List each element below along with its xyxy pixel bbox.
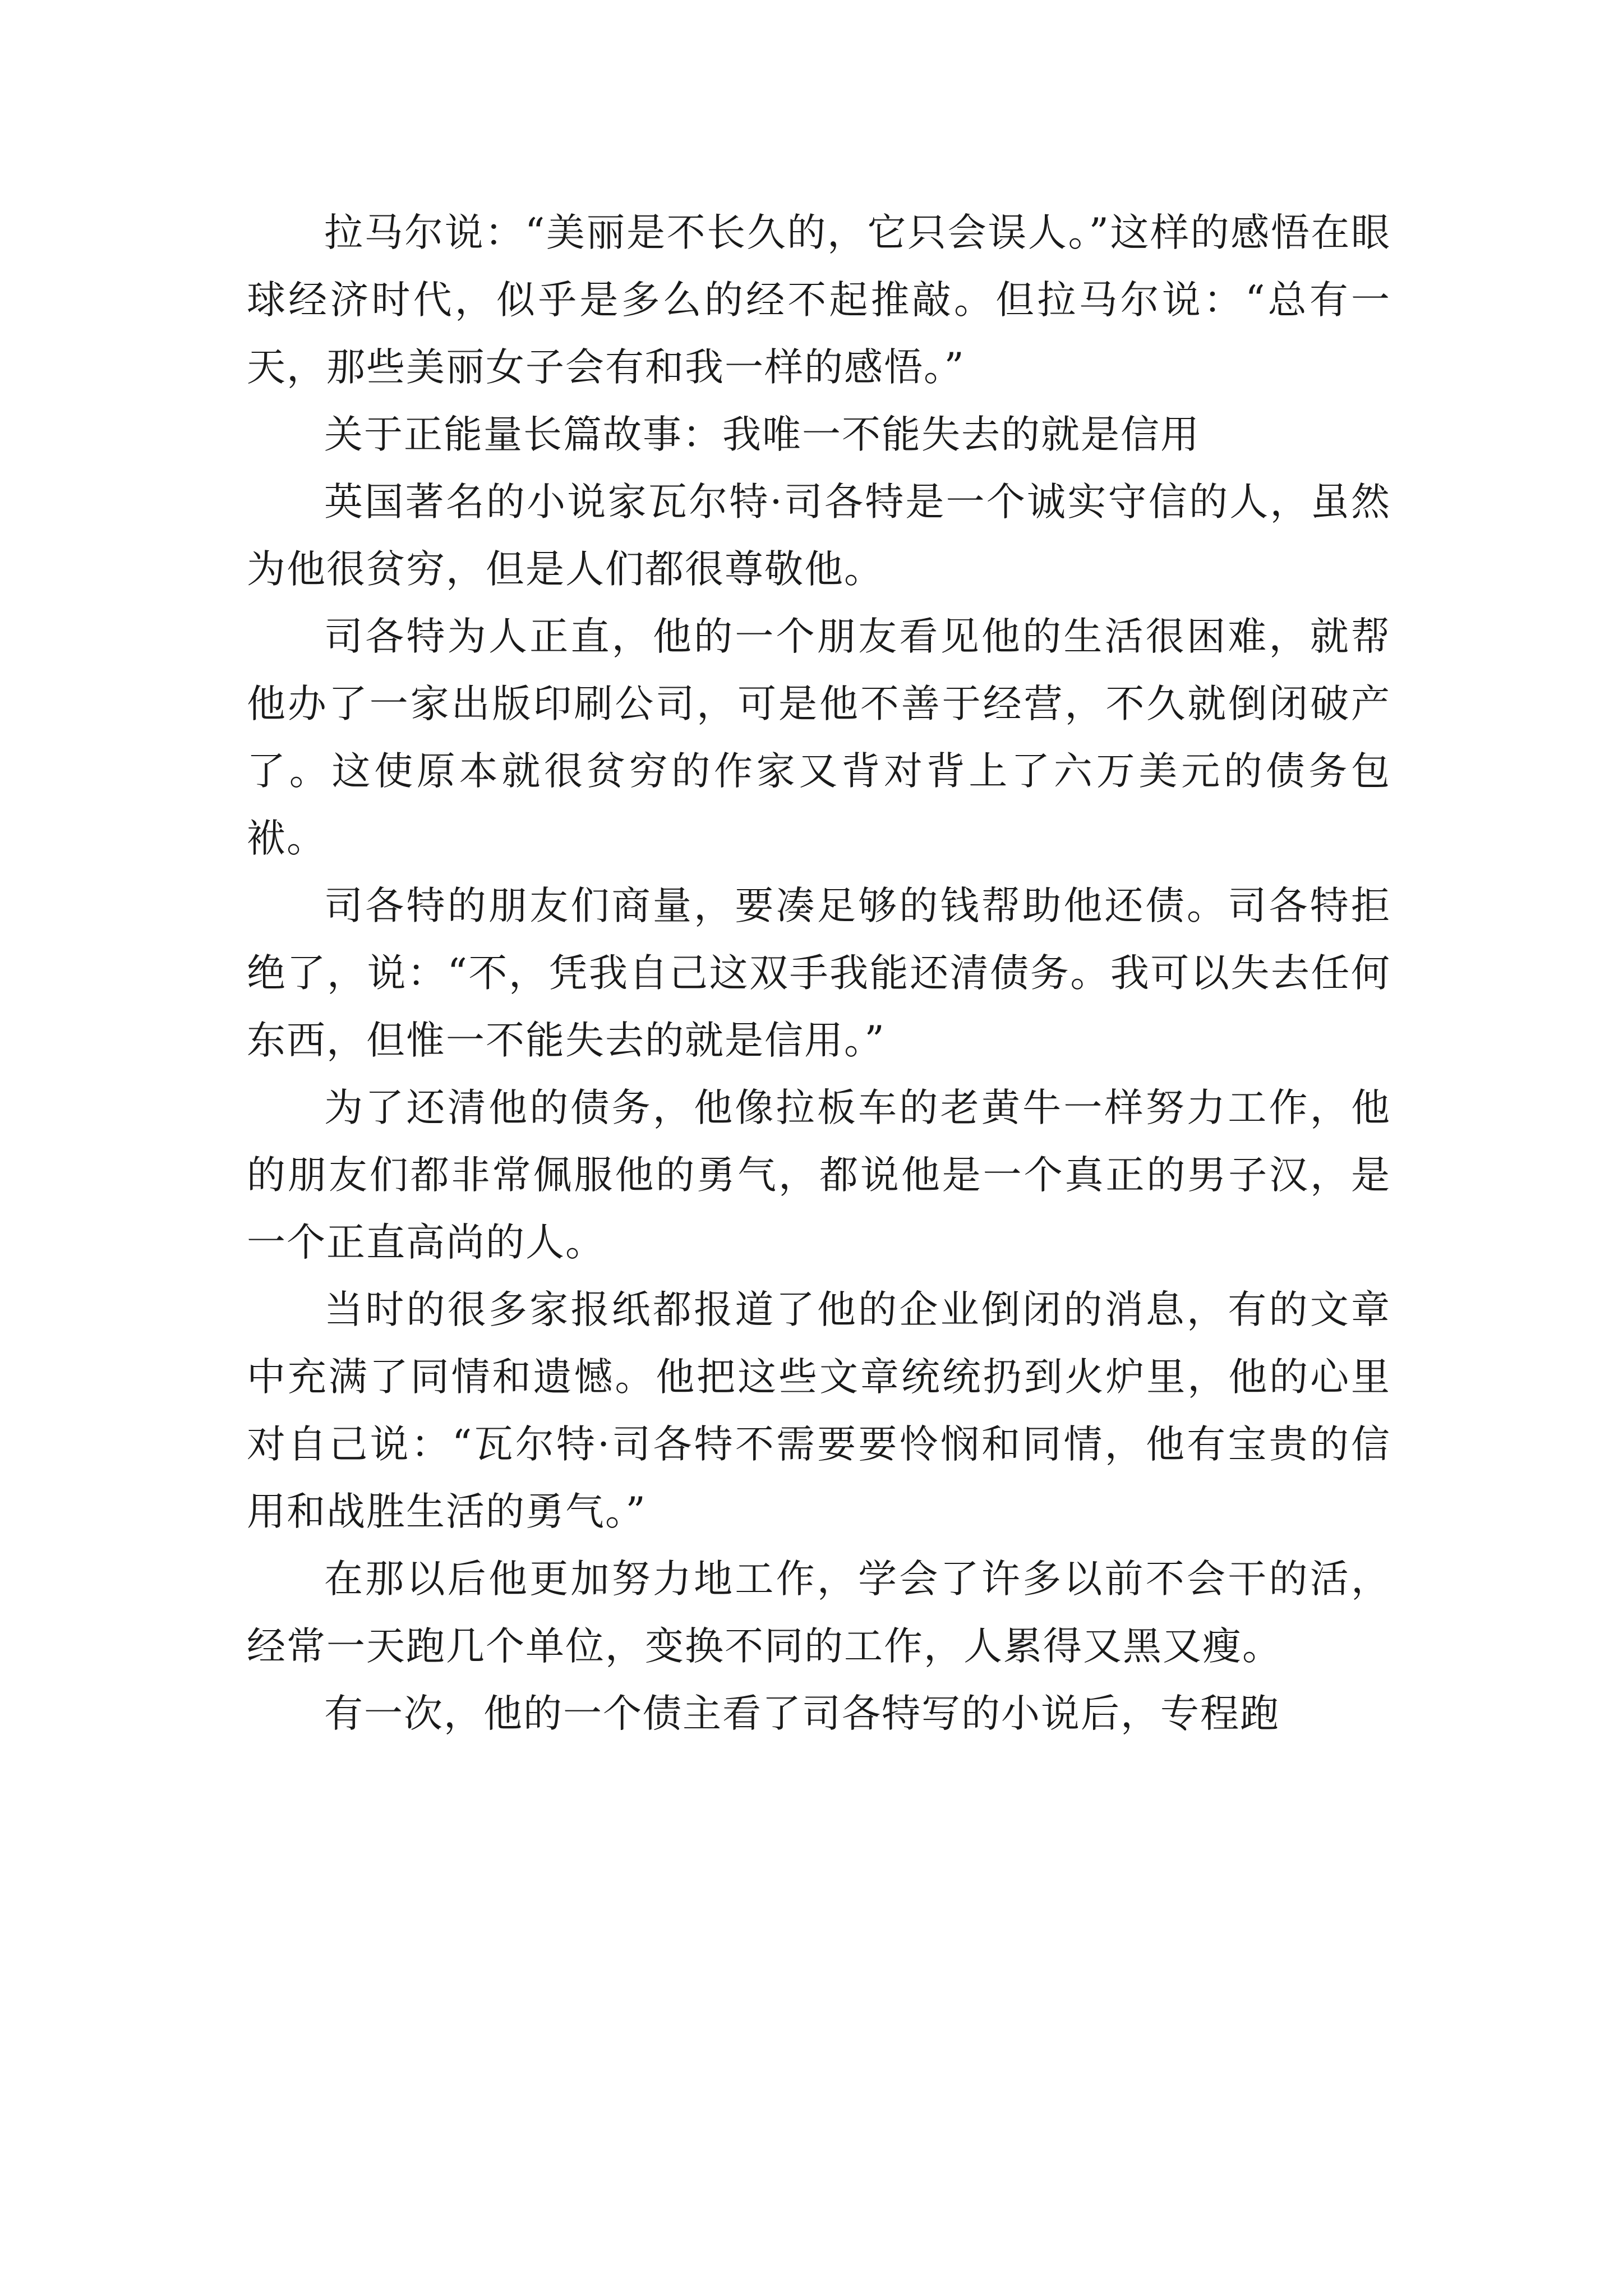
- paragraph-creditor: 有一次，他的一个债主看了司各特写的小说后，专程跑: [324, 1691, 1280, 1736]
- paragraph-bankruptcy: 司各特为人正直，他的一个朋友看见他的生活很困难，就帮他办了一家出版印刷公司，可是他不善于经营，不久就倒闭破产了。这使原本就很贫穷的作家又背对背上了六万美元的债务包袱。: [247, 614, 1391, 861]
- paragraph-scott-intro: 英国著名的小说家瓦尔特·司各特是一个诚实守信的人，虽然为他很贫穷，但是人们都很尊敬他。: [247, 480, 1391, 592]
- story-title: 关于正能量长篇故事：我唯一不能失去的就是信用: [324, 412, 1200, 457]
- paragraph-friends-offer: 司各特的朋友们商量，要凑足够的钱帮助他还债。司各特拒绝了，说：“不，凭我自己这双手我能还清债务。我可以失去任何东西，但惟一不能失去的就是信用。”: [247, 884, 1391, 1063]
- paragraph-hard-work: 为了还清他的债务，他像拉板车的老黄牛一样努力工作，他的朋友们都非常佩服他的勇气，都说他是一个真正的男子汉，是一个正直高尚的人。: [247, 1085, 1391, 1265]
- paragraph-newspapers: 当时的很多家报纸都报道了他的企业倒闭的消息，有的文章中充满了同情和遗憾。他把这些文章统统扔到火炉里，他的心里对自己说：“瓦尔特·司各特不需要要怜悯和同情，他有宝贵的信用和战胜生活的勇气。”: [247, 1287, 1391, 1534]
- paragraph-after: 在那以后他更加努力地工作，学会了许多以前不会干的活，经常一天跑几个单位，变换不同的工作，人累得又黑又瘦。: [247, 1557, 1391, 1669]
- document-body: [247, 199, 1391, 1747]
- paragraph-lamaer-quote: 拉马尔说：“美丽是不长久的，它只会误人。”这样的感悟在眼球经济时代，似乎是多么的经不起推敲。但拉马尔说：“总有一天，那些美丽女子会有和我一样的感悟。”: [247, 210, 1391, 390]
